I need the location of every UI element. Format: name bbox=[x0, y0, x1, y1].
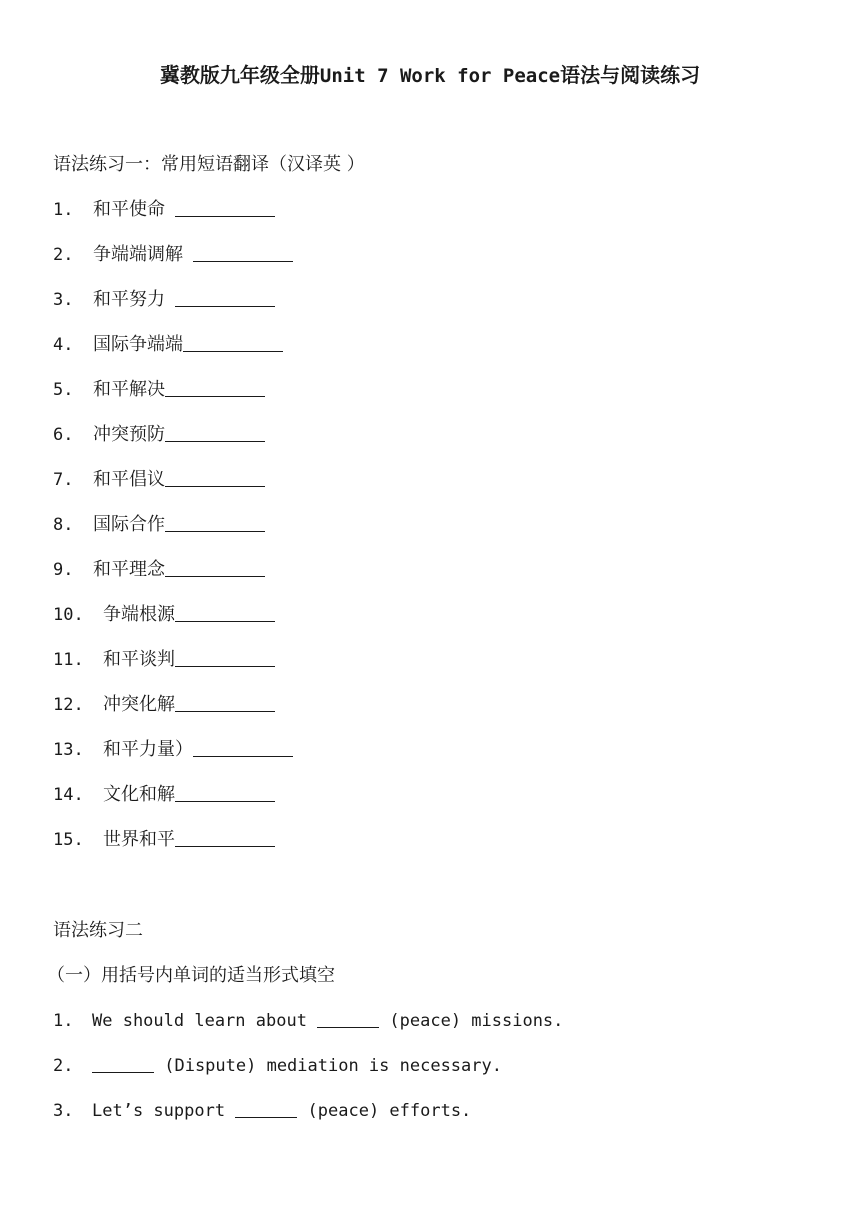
title-en: Unit 7 Work for Peace bbox=[319, 65, 561, 87]
item-number: 15. bbox=[53, 830, 84, 850]
sentence-after: (peace) missions. bbox=[379, 1011, 564, 1031]
translation-item bbox=[53, 240, 293, 270]
answer-blank[interactable] bbox=[92, 1071, 154, 1073]
answer-blank[interactable] bbox=[317, 1026, 379, 1028]
sentence-number: 1. bbox=[53, 1011, 74, 1031]
item-text: 和平力量） bbox=[103, 739, 193, 760]
item-number: 3. bbox=[53, 290, 74, 310]
item-number: 10. bbox=[53, 605, 84, 625]
answer-blank[interactable] bbox=[165, 530, 265, 532]
answer-blank[interactable] bbox=[175, 215, 275, 217]
item-number: 13. bbox=[53, 740, 84, 760]
item-number: 2. bbox=[53, 245, 74, 265]
item-number: 7. bbox=[53, 470, 74, 490]
translation-item bbox=[53, 195, 275, 225]
answer-blank[interactable] bbox=[193, 260, 293, 262]
translation-item bbox=[53, 420, 265, 450]
answer-blank[interactable] bbox=[175, 620, 275, 622]
translation-item bbox=[53, 555, 265, 585]
sentence-after: (Dispute) mediation is necessary. bbox=[154, 1056, 502, 1076]
item-number: 12. bbox=[53, 695, 84, 715]
item-text: 争端端调解 bbox=[93, 244, 183, 265]
item-text: 国际争端端 bbox=[93, 334, 183, 355]
answer-blank[interactable] bbox=[175, 845, 275, 847]
answer-blank[interactable] bbox=[235, 1116, 297, 1118]
item-number: 5. bbox=[53, 380, 74, 400]
answer-blank[interactable] bbox=[165, 440, 265, 442]
translation-item bbox=[53, 645, 275, 675]
item-text: 和平理念 bbox=[93, 559, 165, 580]
translation-item bbox=[53, 285, 275, 315]
translation-item bbox=[53, 780, 275, 810]
sentence-before: Let’s support bbox=[92, 1101, 236, 1121]
exercise1-heading: 语法练习一：常用短语翻译（汉译英 ） bbox=[53, 154, 365, 175]
item-text: 和平谈判 bbox=[103, 649, 175, 670]
answer-blank[interactable] bbox=[165, 575, 265, 577]
translation-item bbox=[53, 600, 275, 630]
item-number: 11. bbox=[53, 650, 84, 670]
item-text: 冲突预防 bbox=[93, 424, 165, 445]
item-text: 和平使命 bbox=[93, 199, 165, 220]
item-text: 和平努力 bbox=[93, 289, 165, 310]
item-number: 9. bbox=[53, 560, 74, 580]
item-number: 14. bbox=[53, 785, 84, 805]
translation-item bbox=[53, 375, 265, 405]
sentence-before: We should learn about bbox=[92, 1011, 318, 1031]
answer-blank[interactable] bbox=[175, 305, 275, 307]
sentence-after: (peace) efforts. bbox=[297, 1101, 472, 1121]
item-number: 4. bbox=[53, 335, 74, 355]
page-title bbox=[0, 58, 860, 93]
answer-blank[interactable] bbox=[165, 485, 265, 487]
sentence-number: 3. bbox=[53, 1101, 74, 1121]
answer-blank[interactable] bbox=[183, 350, 283, 352]
title-zh-prefix: 冀教版九年级全册 bbox=[159, 63, 320, 87]
answer-blank[interactable] bbox=[175, 665, 275, 667]
answer-blank[interactable] bbox=[165, 395, 265, 397]
translation-item bbox=[53, 465, 265, 495]
fill-in-sentence bbox=[53, 1051, 502, 1081]
translation-item bbox=[53, 825, 275, 855]
translation-item bbox=[53, 690, 275, 720]
translation-item bbox=[53, 735, 293, 765]
item-number: 6. bbox=[53, 425, 74, 445]
answer-blank[interactable] bbox=[175, 800, 275, 802]
answer-blank[interactable] bbox=[193, 755, 293, 757]
fill-in-sentence bbox=[53, 1006, 563, 1036]
item-text: 世界和平 bbox=[103, 829, 175, 850]
item-text: 文化和解 bbox=[103, 784, 175, 805]
translation-item bbox=[53, 330, 283, 360]
item-text: 冲突化解 bbox=[103, 694, 175, 715]
fill-in-sentence bbox=[53, 1096, 471, 1126]
exercise2-subheading: （一）用括号内单词的适当形式填空 bbox=[47, 965, 335, 986]
item-number: 8. bbox=[53, 515, 74, 535]
title-zh-suffix: 语法与阅读练习 bbox=[560, 63, 701, 87]
sentence-number: 2. bbox=[53, 1056, 74, 1076]
item-number: 1. bbox=[53, 200, 74, 220]
item-text: 和平解决 bbox=[93, 379, 165, 400]
item-text: 争端根源 bbox=[103, 604, 175, 625]
item-text: 国际合作 bbox=[93, 514, 165, 535]
answer-blank[interactable] bbox=[175, 710, 275, 712]
exercise2-heading: 语法练习二 bbox=[53, 920, 143, 941]
translation-item bbox=[53, 510, 265, 540]
item-text: 和平倡议 bbox=[93, 469, 165, 490]
